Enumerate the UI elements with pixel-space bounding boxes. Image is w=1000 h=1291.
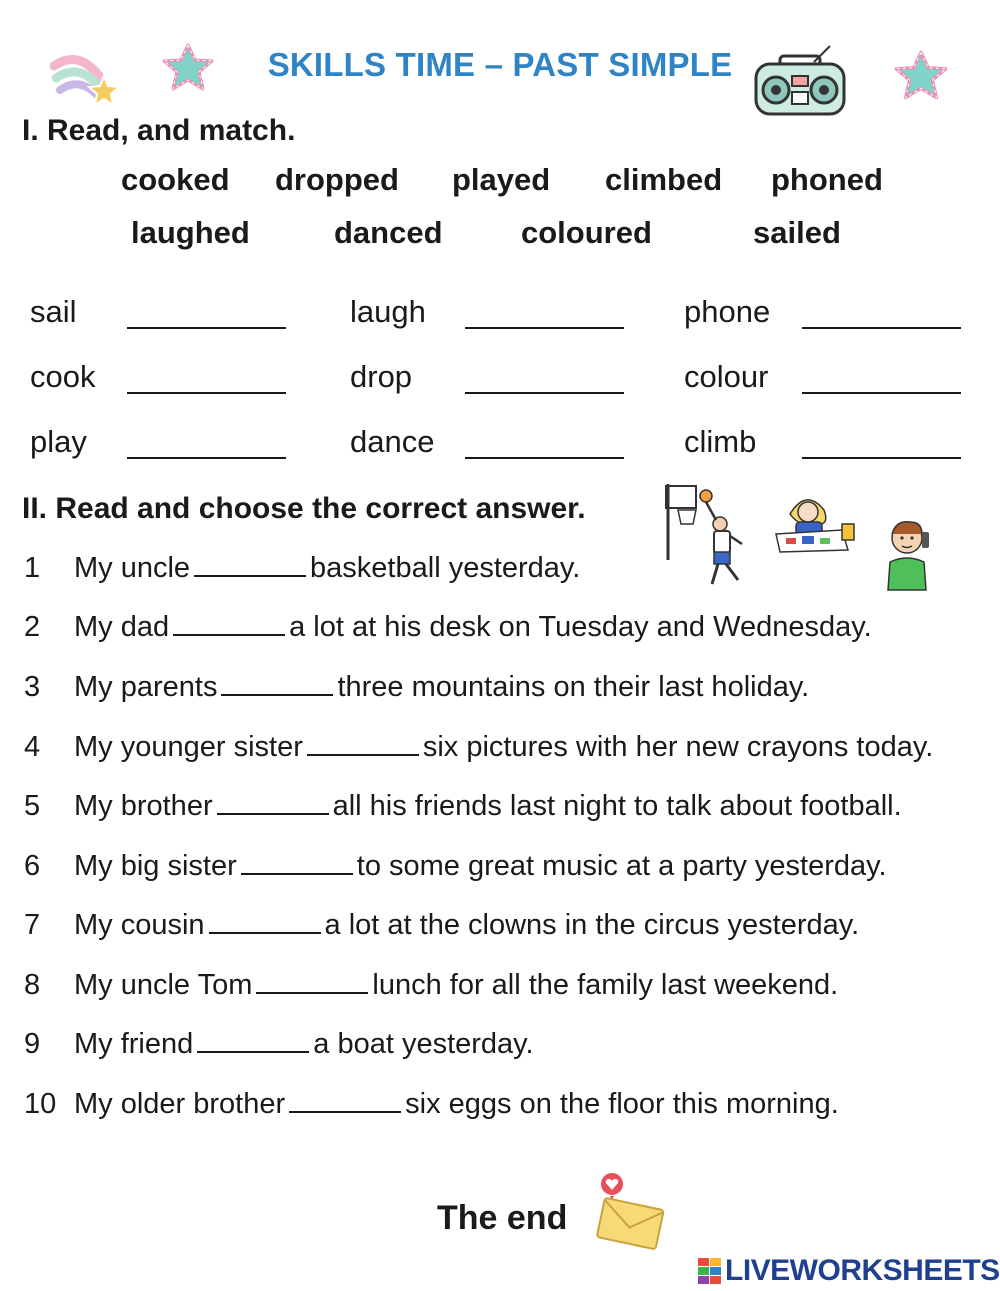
answer-blank[interactable] [217, 787, 329, 815]
answer-blank[interactable] [307, 728, 419, 756]
answer-blank[interactable] [173, 608, 285, 636]
question-text-before: My older brother [74, 1088, 286, 1120]
word-bank-item: danced [334, 215, 443, 250]
end-text: The end [437, 1199, 568, 1237]
question-number: 7 [24, 909, 41, 941]
boy-phone-icon [880, 516, 938, 592]
question-row [24, 1025, 534, 1061]
answer-blank[interactable] [802, 327, 961, 329]
question-number: 10 [24, 1088, 57, 1120]
answer-blank[interactable] [127, 327, 286, 329]
verb-label: play [30, 424, 87, 459]
girl-coloring-icon [772, 486, 864, 562]
verb-label: colour [684, 359, 769, 394]
answer-blank[interactable] [127, 457, 286, 459]
word-bank-item: sailed [753, 215, 841, 250]
word-bank-item: cooked [121, 162, 230, 197]
question-text-before: My uncle [74, 552, 191, 584]
word-bank-item: played [452, 162, 551, 197]
question-row [24, 906, 859, 942]
verb-label: laugh [350, 294, 426, 329]
page-title: SKILLS TIME – PAST SIMPLE [267, 46, 733, 83]
verb-label: drop [350, 359, 413, 394]
word-bank-item: laughed [131, 215, 250, 250]
answer-blank[interactable] [127, 392, 286, 394]
question-number: 3 [24, 671, 41, 703]
question-text-before: My cousin [74, 909, 205, 941]
verb-label: phone [684, 294, 771, 329]
question-text-after: all his friends last night to talk about football. [332, 790, 902, 822]
section1-heading: I. Read, and match. [22, 114, 296, 147]
answer-blank[interactable] [194, 549, 306, 577]
question-text-before: My friend [74, 1028, 194, 1060]
answer-blank[interactable] [802, 392, 961, 394]
question-text-before: My parents [74, 671, 218, 703]
question-number: 2 [24, 611, 41, 643]
question-row [24, 608, 872, 644]
answer-blank[interactable] [465, 457, 624, 459]
star-sticker-icon-right [890, 48, 952, 104]
question-row [24, 728, 933, 764]
logo-text: LIVEWORKSHEETS [725, 1254, 1000, 1287]
question-text-after: a boat yesterday. [313, 1028, 534, 1060]
question-number: 4 [24, 731, 41, 763]
logo-blocks-icon [698, 1258, 722, 1284]
question-text-before: My brother [74, 790, 213, 822]
question-row [24, 787, 902, 823]
boombox-icon [752, 44, 848, 120]
answer-blank[interactable] [802, 457, 961, 459]
word-bank-item: coloured [521, 215, 652, 250]
question-row [24, 1085, 839, 1121]
question-text-after: six eggs on the floor this morning. [405, 1088, 839, 1120]
word-bank-item: phoned [771, 162, 883, 197]
word-bank-item: climbed [605, 162, 723, 197]
question-text-after: a lot at his desk on Tuesday and Wednesday. [289, 611, 872, 643]
question-text-before: My big sister [74, 850, 237, 882]
section2-heading: II. Read and choose the correct answer. [22, 492, 586, 525]
question-text-after: three mountains on their last holiday. [337, 671, 810, 703]
verb-label: climb [684, 424, 757, 459]
question-row [24, 847, 887, 883]
question-text-before: My dad [74, 611, 170, 643]
question-row [24, 966, 838, 1002]
answer-blank[interactable] [241, 847, 353, 875]
answer-blank[interactable] [289, 1085, 401, 1113]
question-number: 6 [24, 850, 41, 882]
question-row [24, 549, 580, 585]
question-row [24, 668, 809, 704]
answer-blank[interactable] [209, 906, 321, 934]
question-text-after: lunch for all the family last weekend. [372, 969, 839, 1001]
question-text-before: My uncle Tom [74, 969, 253, 1001]
answer-blank[interactable] [197, 1025, 309, 1053]
answer-blank[interactable] [256, 966, 368, 994]
verb-label: dance [350, 424, 435, 459]
love-letter-icon [592, 1170, 668, 1252]
word-bank-item: dropped [275, 162, 399, 197]
basketball-player-icon [662, 480, 762, 598]
answer-blank[interactable] [221, 668, 333, 696]
question-number: 9 [24, 1028, 41, 1060]
question-text-after: to some great music at a party yesterday. [356, 850, 887, 882]
answer-blank[interactable] [465, 392, 624, 394]
answer-blank[interactable] [465, 327, 624, 329]
question-number: 8 [24, 969, 41, 1001]
verb-label: sail [30, 294, 77, 329]
question-text-before: My younger sister [74, 731, 303, 763]
question-text-after: six pictures with her new crayons today. [422, 731, 934, 763]
verb-label: cook [30, 359, 96, 394]
question-number: 5 [24, 790, 41, 822]
liveworksheets-logo [698, 1254, 1000, 1288]
question-text-after: basketball yesterday. [310, 552, 581, 584]
question-number: 1 [24, 552, 41, 584]
question-text-after: a lot at the clowns in the circus yesterday. [324, 909, 860, 941]
